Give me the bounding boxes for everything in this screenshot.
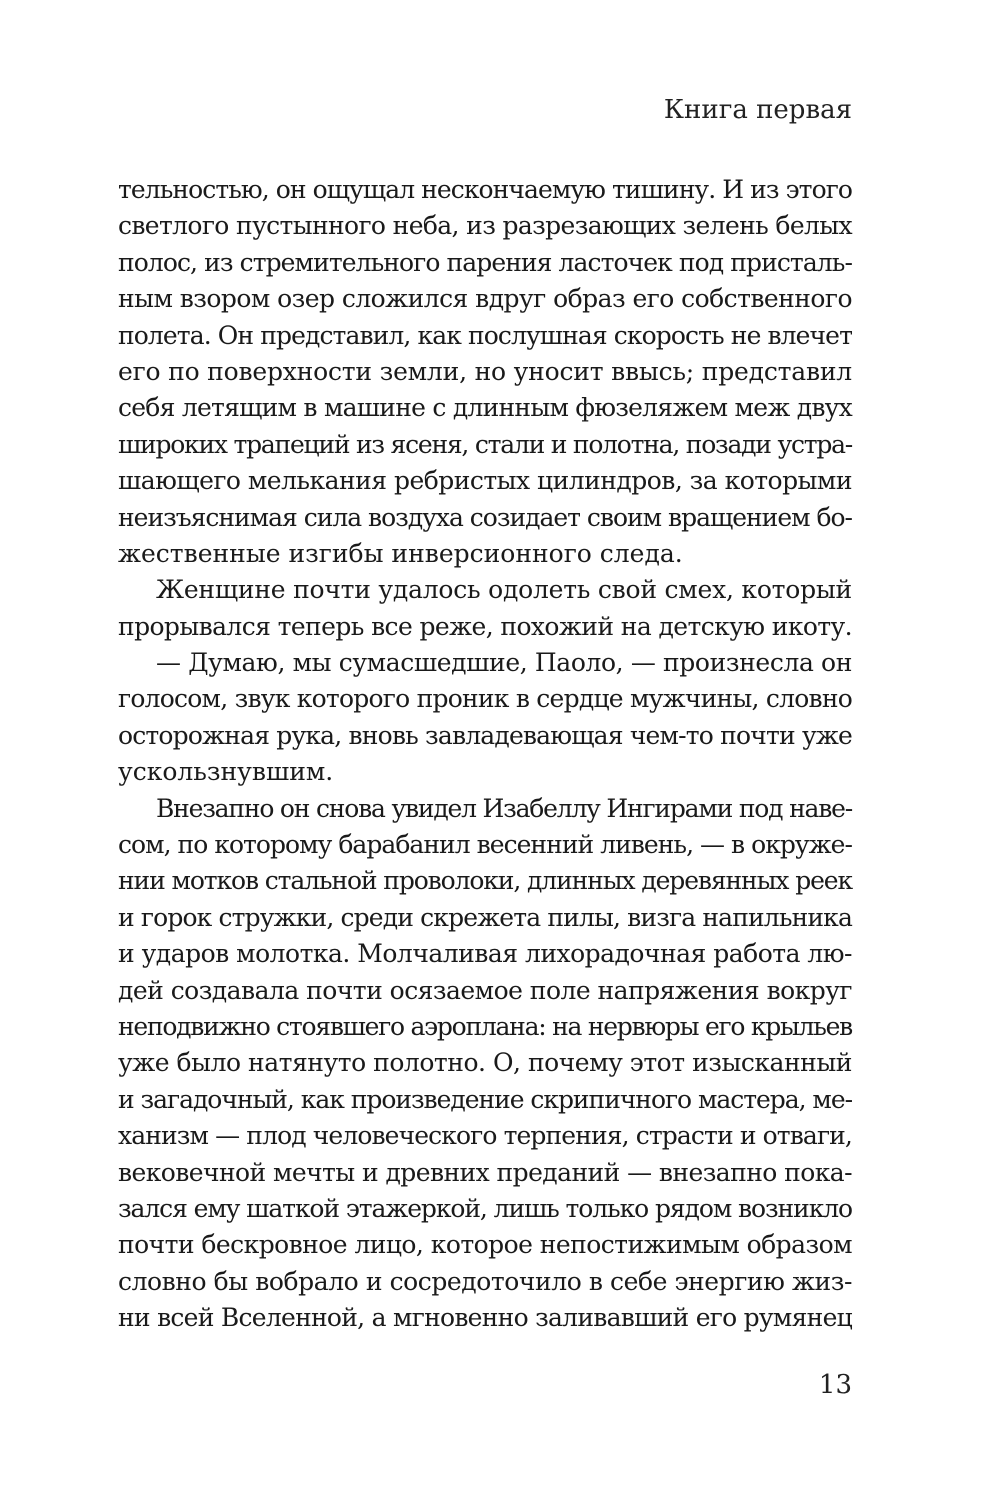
text-line: шающего мелькания ребристых цилиндров, за которыми	[118, 466, 852, 496]
text-line: почти бескровное лицо, которое непостижимым образом	[118, 1230, 852, 1260]
text-line: уже было натянуто полотно. О, почему этот изысканный	[118, 1048, 852, 1078]
text-line: Внезапно он снова увидел Изабеллу Ингирами под наве-	[156, 793, 852, 823]
text-line: Женщине почти удалось одолеть свой смех, который	[156, 575, 852, 605]
text-line: жественные изгибы инверсионного следа.	[118, 538, 683, 568]
text-line: и ударов молотка. Молчаливая лихорадочная работа лю-	[118, 939, 852, 969]
text-line: его по поверхности земли, но уносит ввысь; представил	[118, 356, 852, 386]
text-line: нии мотков стальной проволоки, длинных деревянных реек	[118, 866, 852, 896]
text-line: голосом, звук которого проник в сердце мужчины, словно	[118, 684, 852, 714]
text-line: себя летящим в машине с длинным фюзеляжем меж двух	[118, 393, 852, 423]
text-line: полета. Он представил, как послушная скорость не влечет	[118, 320, 853, 350]
text-line: словно бы вобрало и сосредоточило в себе энергию жиз-	[118, 1266, 852, 1296]
text-line: и загадочный, как произведение скрипичного мастера, ме-	[118, 1084, 852, 1114]
text-line: дей создавала почти осязаемое поле напряжения вокруг	[118, 975, 852, 1005]
text-line: широких трапеций из ясеня, стали и полотна, позади устра-	[118, 429, 852, 459]
text-line: неподвижно стоявшего аэроплана: на нервюры его крыльев	[118, 1011, 852, 1041]
text-line: ным взором озер сложился вдруг образ его собственного	[118, 284, 852, 314]
text-line: полос, из стремительного парения ласточек под присталь-	[118, 247, 852, 277]
page-text	[118, 172, 852, 1337]
text-line: вековечной мечты и древних преданий — внезапно пока-	[118, 1157, 852, 1187]
text-line: ускользнувшим.	[118, 757, 334, 787]
text-line: ханизм — плод человеческого терпения, страсти и отваги,	[118, 1121, 852, 1151]
text-line: светлого пустынного неба, из разрезающих зелень белых	[118, 211, 852, 241]
text-line: зался ему шаткой этажеркой, лишь только рядом возникло	[118, 1193, 852, 1223]
text-line: осторожная рука, вновь завладевающая чем-то почти уже	[118, 720, 852, 750]
page-number: 13	[818, 1370, 852, 1400]
text-line: ни всей Вселенной, а мгновенно заливавший его румянец	[118, 1303, 852, 1333]
text-line: прорывался теперь все реже, похожий на детскую икоту.	[118, 611, 852, 641]
text-line: — Думаю, мы сумасшедшие, Паоло, — произнесла он	[156, 648, 852, 678]
text-line: тельностью, он ощущал нескончаемую тишину. И из этого	[118, 175, 852, 204]
text-line: сом, по которому барабанил весенний ливень, — в окруже-	[118, 830, 852, 860]
text-line: неизъяснимая сила воздуха созидает своим вращением бо-	[118, 502, 852, 532]
running-head: Книга первая	[663, 95, 852, 125]
text-line: и горок стружки, среди скрежета пилы, визга напильника	[118, 902, 852, 932]
